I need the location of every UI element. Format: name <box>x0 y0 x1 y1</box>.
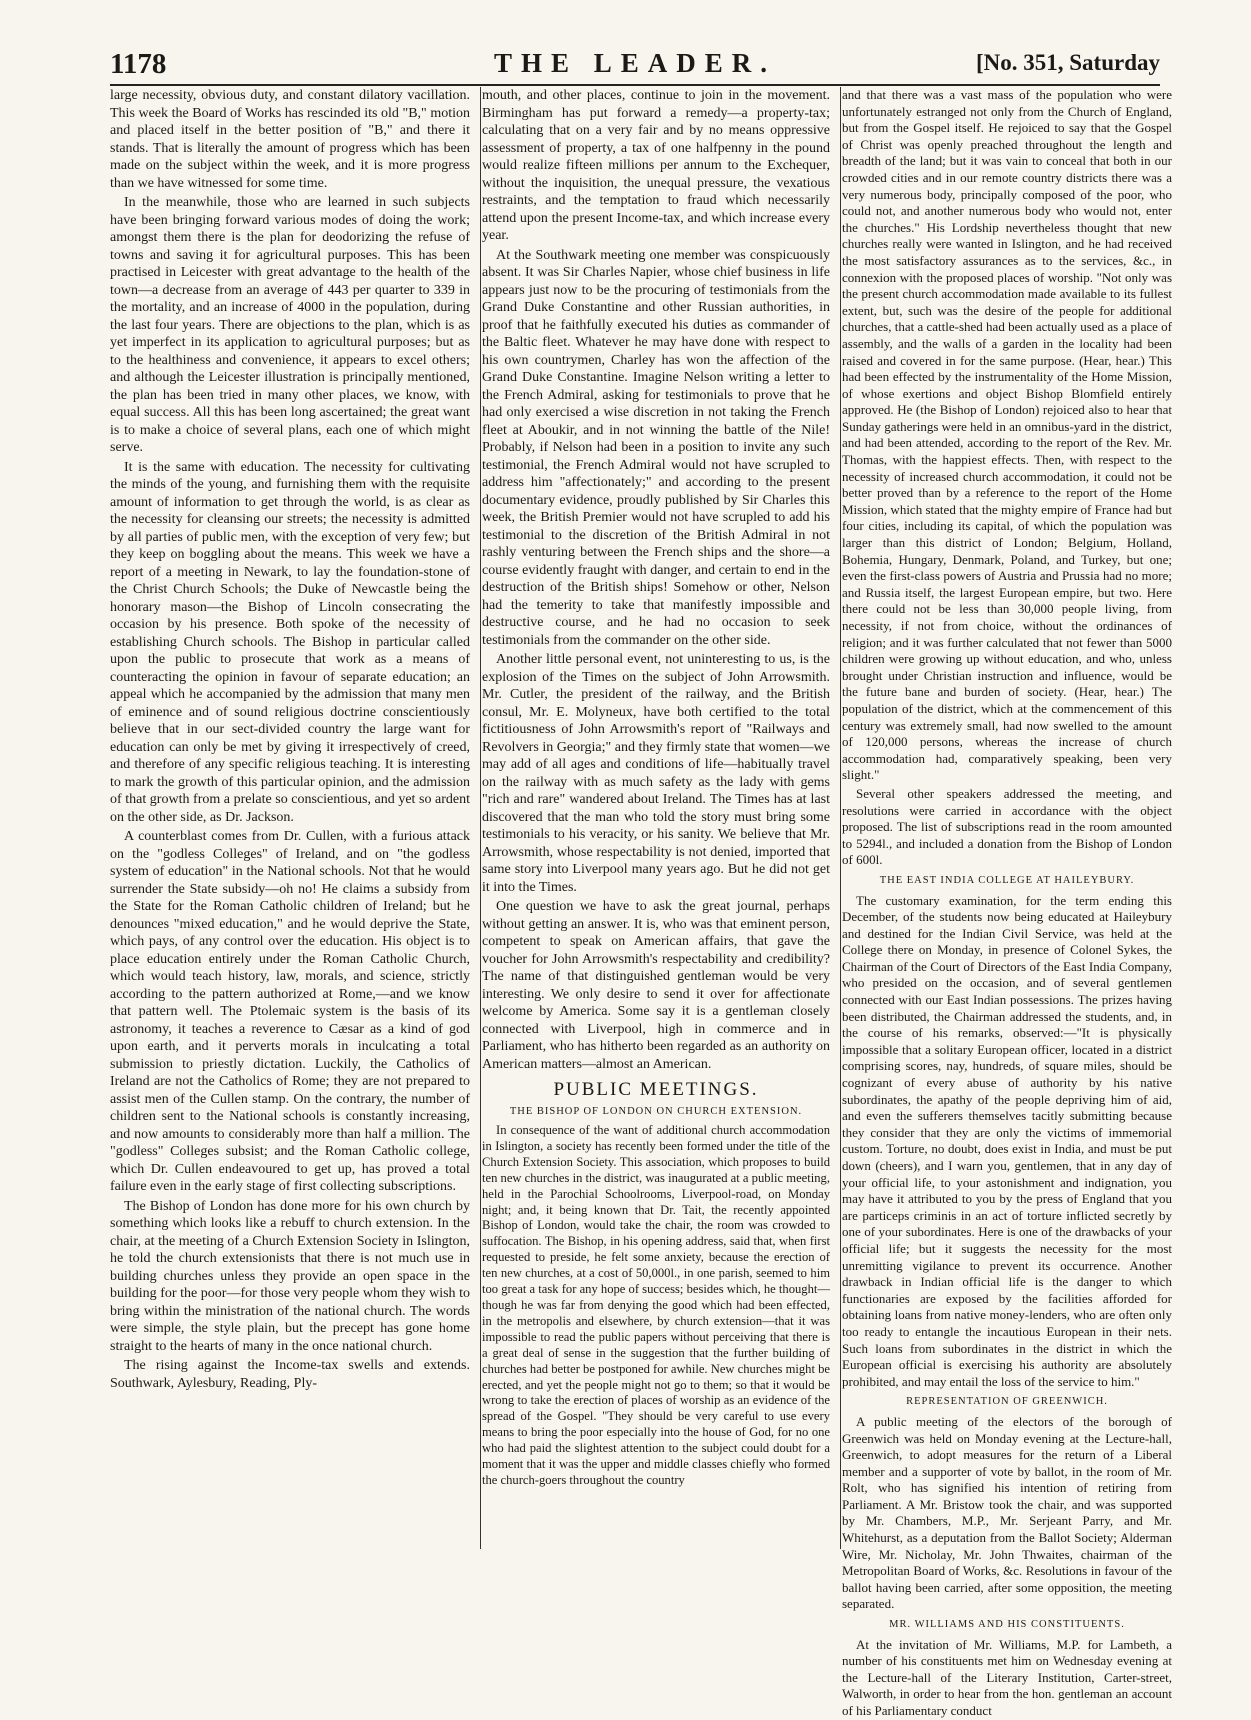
paragraph: The Bishop of London has done more for his own church by something which looks like a rebuff to church extension. In the chair, at the meeting of a Church Extension Society in Islington, he told the church extensionists that there is not much use in building churches unless they provide an open space in the building for the poor—for those very people whom they wish to bring within the ministration of the national church. The words were simple, the style plain, but the precept has gone home straight to the hearts of many in the once national church. <box>110 1198 470 1354</box>
paragraph: In the meanwhile, those who are learned in such subjects have been bringing forward various modes of doing the work; amongst them there is the plan for deodorizing the refuse of towns and saving it for agricultural purposes. This has been practised in Leicester with great advantage to the health of the town—a decrease from an average of 443 per quarter to 339 in the mortality, and an increase of 4000 in the population, during the last four years. There are objections to the plan, which is as yet imperfect in its application to agricultural purposes; but as to the healthiness and convenience, it appears to excel others; and although the Leicester illustration is principally mentioned, the plan has been tried in many other places, we know, with equal success. All this has been long ascertained; the great want is to make a choice of several plans, each one of which might serve. <box>110 195 470 455</box>
article-subheading: MR. WILLIAMS AND HIS CONSTITUENTS. <box>889 1619 1125 1631</box>
paragraph: mouth, and other places, continue to join in the movement. Birmingham has put forward a remedy—a property-tax; calculating that on a very fair and by no means oppressive assessment of property, a tax of one halfpenny in the pound would realize fifteen millions per annum to the Exchequer, without the inquisition, the unequal pressure, the vexatious restraints, and the temptation to fraud which necessarily attend upon the present Income-tax, and which increase every year. <box>482 88 830 243</box>
section-heading: PUBLIC MEETINGS. <box>553 1079 759 1100</box>
paragraph: It is the same with education. The necessity for cultivating the minds of the young, and furnishing them with the requisite amount of information to get through the world, is as clear as the necessity for cleansing our streets; the necessity is admitted by all parties of public men, with the exception of very few; but they keep on boggling about the means. This week we have a report of a meeting in Newark, to lay the foundation-stone of the Christ Church Schools; the Duke of Newcastle being the honorary mason—the Bishop of Lincoln consecrating the occasion by his presence. Both spoke of the necessity of establishing Church schools. The Bishop in particular called upon the public to prosecute that work as a means of counteracting the opinion in favour of separate education; an appeal which he accompanied by the admission that many men of eminence and of sound religious doctrine conscientiously believe that in our sect-divided country the large want for education can only be met by giving it irrespectively of creed, and therefore of any specific religious teaching. It is interesting to mark the growth of this particular opinion, and the admission of that growth from a prelate so conscientious, and yet so ardent on the other side, as Dr. Jackson. <box>110 459 470 825</box>
article-subheading: THE EAST INDIA COLLEGE AT HAILEYBURY. <box>879 874 1135 886</box>
paragraph: and that there was a vast mass of the population who were unfortunately estranged not only from the Church of England, but from the Gospel itself. He rejoiced to say that the Gospel of Christ was openly preached throughout the length and breadth of the land; but it was vain to conceal that both in our crowded cities and in our remote country districts there was a very numerous body, principally composed of the poor, who could not, and another numerous body who would not, enter the churches." His Lordship nevertheless thought that new churches really were wanted in Islington, and he had received the most satisfactory assurances as to the services, &c., in connexion with the proposed places of worship. "Not only was the present church accommodation made available to its fullest extent, but, such was the desire of the people for additional churches, that a cattle-shed had been actually used as a place of assembly, and the walls of a garden in the locality had been raised and covered in for the same purpose. (Hear, hear.) This had been effected by the instrumentality of the Home Mission, of whose exertions and object Bishop Blomfield entirely approved. He (the Bishop of London) rejoiced also to hear that Sunday gatherings were held in an omnibus-yard in the district, and had been attended, according to the report of the Rev. Mr. Thomas, with the happiest effects. Then, with respect to the necessity of increased church accommodation, it could not be better proved than by a reference to the report of the Home Mission, which stated that the mighty empire of France had but four cities, including its capital, of which the population was larger than this district of London; Belgium, Holland, Bohemia, Hungary, Denmark, Poland, and Turkey, but one; even the first-class powers of Austria and Prussia had no more; and Russia itself, the largest European empire, but two. Here there could not be less than 30,000 people living, from necessity, if not from choice, without the ordinances of religion; and it was further calculated that not fewer than 5000 children were growing up without education, and who, unless brought under Christian instruction and influence, would be the future bane and burden of society. (Hear, hear.) The population of the district, which at the commencement of this century was extremely small, had now swelled to the amount of 120,000 persons, whereas the increase of church accommodation had, comparatively speaking, been very slight." <box>842 87 1172 783</box>
article-subheading: REPRESENTATION OF GREENWICH. <box>906 1396 1108 1408</box>
issue-label: [No. 351, Saturday <box>975 50 1160 75</box>
paragraph: At the invitation of Mr. Williams, M.P. for Lambeth, a number of his constituents met him on Wednesday evening at the Lecture-hall of the Literary Institution, Carter-street, Walworth, in order to hear from the hon. gentleman an account of his Parliamentary conduct <box>842 1636 1172 1718</box>
column-3 <box>842 87 1172 1718</box>
paragraph: At the Southwark meeting one member was conspicuously absent. It was Sir Charles Napier, whose chief business in life appears just now to be the procuring of testimonials from the Grand Duke Constantine and other Russian authorities, in proof that he faithfully executed his duties as commander of the Baltic fleet. Whatever he may have done with respect to his own countrymen, Charley has won the affection of the Grand Duke Constantine. Imagine Nelson writing a letter to the French Admiral, asking for testimonials to prove that he had only exercised a wise discretion in not taking the French fleet at Aboukir, and in not winning the battle of the Nile! Probably, if Nelson had been in a position to invite any such testimonial, the French Admiral would not have scrupled to address him "affectionately;" and according to the present documentary evidence, proudly published by Sir Charles this week, the British Premier would not have scrupled to add his testimonial to the discretion of the British Admiral in not rashly venturing between the French ships and the shore—a course evidently fraught with danger, and certain to end in the destruction of the British ships! Somehow or other, Nelson had the temerity to take that manifestly impossible and destructive course, and he had no occasion to seek testimonials from the commander on the other side. <box>482 247 830 648</box>
paragraph: One question we have to ask the great journal, perhaps without getting an answer. It is, who was that eminent person, competent to speak on American affairs, that gave the voucher for John Arrowsmith's respectability and credibility? The name of that distinguished gentleman would be very interesting. We only desire to send it over for affectionate welcome by America. Some say it is a gentleman closely connected with Liverpool, high in commerce and in Parliament, who has hitherto been regarded as an authority on American matters—almost an American. <box>482 899 830 1072</box>
paragraph: The customary examination, for the term ending this December, of the students now being educated at Haileybury and destined for the Indian Civil Service, was held at the College there on Monday, in presence of Colonel Sykes, the Chairman of the Court of Directors of the East India Company, who presided on the occasion, and of several gentlemen connected with our East Indian possessions. The prizes having been distributed, the Chairman addressed the students, and, in the course of his remarks, observed:—"It is physically impossible that a solitary European officer, located in a district comprising scores, nay, hundreds, of square miles, should be cognizant of every abuse of authority by his native subordinates, the apathy of the people depriving him of aid, and even the sufferers themselves tacitly submitting because they consider that they are only the victims of immemorial custom. Torture, no doubt, does exist in India, and must be put down (cheers), and I warn you, gentlemen, that in any day of your official life, to your astonishment and indignation, you may have it attributed to you by the press of England that you are particeps criminis in an act of torture inflicted secretly by one of your subordinates. Here is one of the drawbacks of your official life; but it suggests the necessity for the most unremitting vigilance to prevent its occurrence. Another drawback in Indian official life is the danger to which functionaries are exposed by the facilities afforded for obtaining loans from native money-lenders, who are often only too ready to entangle the incautious European in their nets. Such loans from subordinates in the district in which the European official is exercising his authority are absolutely prohibited, and may entail the loss of the service to him." <box>842 892 1172 1389</box>
paragraph: Several other speakers addressed the meeting, and resolutions were carried in accordance with the object proposed. The list of subscriptions read in the room amounted to 5294l., and included a donation from the Bishop of London of 600l. <box>842 785 1172 868</box>
column-2 <box>482 87 841 1549</box>
paragraph: A public meeting of the electors of the borough of Greenwich was held on Monday evening at the Lecture-hall, Greenwich, to adopt measures for the return of a Liberal member and a supporter of vote by ballot, in the room of Mr. Rolt, who has signified his intention of retiring from Parliament. A Mr. Bristow took the chair, and was supported by Mr. Chambers, M.P., Mr. Serjeant Parry, and Mr. Whitehurst, as a deputation from the Ballot Society; Alderman Wire, Mr. Nicholay, Mr. John Thwaites, chairman of the Metropolitan Board of Works, &c. Resolutions in favour of the ballot having been carried, after some opposition, the meeting separated. <box>842 1413 1172 1612</box>
paragraph: large necessity, obvious duty, and constant dilatory vacillation. This week the Board of Works has rescinded its old "B," motion and placed itself in the better position of "B," and there it stands. That is literally the amount of progress which has been made on the subject within the week, and it is more progress than we have witnessed for some time. <box>110 88 470 191</box>
article-subheading: THE BISHOP OF LONDON ON CHURCH EXTENSION. <box>509 1105 803 1117</box>
page-number: 1178 <box>110 48 167 80</box>
paragraph: The rising against the Income-tax swells and extends. Southwark, Aylesbury, Reading, Ply- <box>110 1358 470 1391</box>
paragraph: A counterblast comes from Dr. Cullen, with a furious attack on the "godless Colleges" of Ireland, and on "the godless system of education" in the National schools. Not that he would surrender the State subsidy—oh no! He claims a subsidy from the State for the Roman Catholic children of Ireland; but he denounces "mixed education," and he would deprive the State, which pays, of any control over the education. His object is to place education entirely under the Roman Catholic Church, which would teach history, law, morals, and science, strictly according to the pattern authorized at Rome,—and we know that pattern well. The Ptolemaic system is the basis of its astronomy, it teaches a reverence to Cæsar as a kind of god upon earth, and it perverts morals in inculcating a total submission to priestly dictation. Luckily, the Catholics of Ireland are not the Catholics of Rome; they are not prepared to assist men of the Cullen stamp. On the contrary, the number of children sent to the National schools is constantly increasing, and now amounts to considerably more than half a million. The "godless" Colleges subsist; and the Roman Catholic college, which Dr. Cullen endeavoured to get up, has proved a total failure even in the early stage of first collecting subscriptions. <box>110 829 470 1194</box>
paragraph: In consequence of the want of additional church accommodation in Islington, a society has recently been formed under the title of the Church Extension Society. This association, which proposes to build ten new churches in the district, was inaugurated at a public meeting, held in the Parochial Schoolrooms, Liverpool-road, on Monday night; and, it being known that Dr. Tait, the recently appointed Bishop of London, would take the chair, the room was crowded to suffocation. The Bishop, in his opening address, said that, when first requested to preside, he felt some anxiety, because the erection of ten new churches, at a cost of 50,000l., in one parish, seemed to him too great a task for any hope of success; besides which, he thought—though he was far from denying the good which had been effected, in the metropolis and elsewhere, by church extension—that it was impossible to read the public papers without perceiving that there is a great deal of sense in the suggestion that the further building of churches had better be postponed for awhile. New churches might be erected, and yet the people might not go to them; so that it would be wrong to take the erection of places of worship as an evidence of the spread of the Gospel. "They should be very careful to use every means to bring the poor especially into the house of God, for no one who had paid the slightest attention to the subject could doubt for a moment that it was the upper and middle classes chiefly who formed the church-goers throughout the country <box>482 1123 830 1487</box>
paragraph: Another little personal event, not uninteresting to us, is the explosion of the Times on the subject of John Arrowsmith. Mr. Cutler, the president of the railway, and the British consul, Mr. E. Molyneux, have both certified to the total fictitiousness of John Arrowsmith's report of "Railways and Revolvers in Georgia;" and they firmly state that women—we may add of all ages and conditions of life—habitually travel on the railway with as much safety as the lady with gems "rich and rare" wandered about Ireland. The Times has at last discovered that the man who told the story must bring some testimonials to his veracity, or his sanity. We believe that Mr. Arrowsmith, whose respectability is not denied, imported that same story into Liverpool many years ago. But he did not get it into the Times. <box>482 652 830 895</box>
newspaper-title: THE LEADER. <box>493 48 777 78</box>
masthead <box>110 44 1160 86</box>
column-1 <box>110 87 481 1549</box>
